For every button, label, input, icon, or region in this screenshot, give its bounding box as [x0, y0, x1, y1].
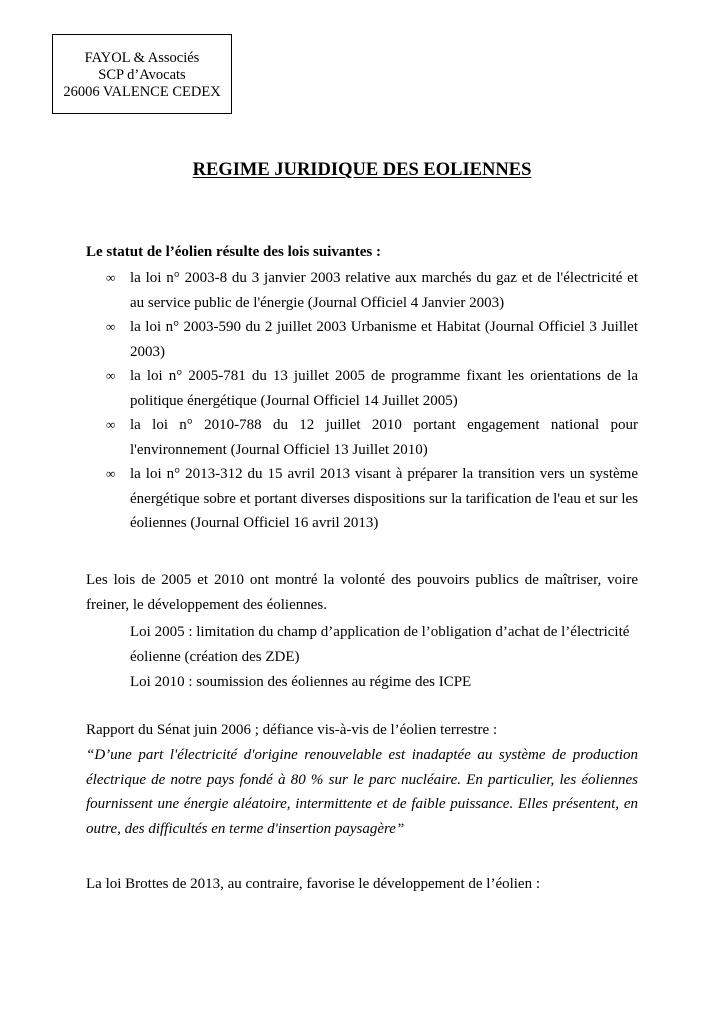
law-item — [86, 364, 638, 413]
law-text: la loi n° 2005-781 du 13 juillet 2005 de programme fixant les orientations de la politique énergétique (Journal Officiel 14 Juillet 2005) — [130, 368, 638, 409]
law-item — [86, 462, 638, 536]
law-text: la loi n° 2003-590 du 2 juillet 2003 Urbanisme et Habitat (Journal Officiel 3 Juillet 2003) — [130, 319, 638, 360]
firm-address: 26006 VALENCE CEDEX — [63, 84, 221, 100]
law-item — [86, 413, 638, 462]
infinity-bullet-icon: ∞ — [106, 270, 116, 285]
law-text: la loi n° 2010-788 du 12 juillet 2010 portant engagement national pour l'environnement (Journal Officiel 13 Juillet 2010) — [130, 417, 638, 458]
paragraph-lois-2005-2010: Les lois de 2005 et 2010 ont montré la volonté des pouvoirs publics de maîtriser, voire freiner, le développement des éoliennes. — [86, 572, 638, 613]
senate-report-quote: “D’une part l'électricité d'origine renouvelable est inadaptée au système de production électrique de notre pays fondé à 80 % sur le parc nucléaire. En particulier, les éoliennes fournissent une énergie aléatoire, intermittente et de faible puissance. Elles présentent, en outre, des difficultés en terme d'insertion paysagère” — [86, 747, 638, 837]
document-title: REGIME JURIDIQUE DES EOLIENNES — [192, 160, 532, 180]
laws-intro: Le statut de l’éolien résulte des lois suivantes : — [86, 244, 381, 260]
infinity-bullet-icon: ∞ — [106, 368, 116, 383]
law-item — [86, 266, 638, 315]
infinity-bullet-icon: ∞ — [106, 466, 116, 481]
law-text: la loi n° 2013-312 du 15 avril 2013 visant à préparer la transition vers un système énergétique sobre et portant diverses dispositions sur la tarification de l'eau et sur les éoliennes (Journal Officiel 16 avril 2013) — [130, 466, 638, 531]
loi-2010-note: Loi 2010 : soumission des éoliennes au régime des ICPE — [130, 674, 472, 690]
senate-report-heading: Rapport du Sénat juin 2006 ; défiance vis-à-vis de l’éolien terrestre : — [86, 722, 498, 738]
firm-type: SCP d’Avocats — [98, 67, 186, 83]
infinity-bullet-icon: ∞ — [106, 417, 116, 432]
letterhead-box — [52, 34, 232, 114]
firm-name: FAYOL & Associés — [84, 50, 200, 66]
law-text: la loi n° 2003-8 du 3 janvier 2003 relative aux marchés du gaz et de l'électricité et au service public de l'énergie (Journal Officiel 4 Janvier 2003) — [130, 270, 638, 311]
laws-list — [86, 266, 638, 536]
loi-brottes-paragraph: La loi Brottes de 2013, au contraire, favorise le développement de l’éolien : — [86, 876, 541, 892]
law-item — [86, 315, 638, 364]
loi-2005-note: Loi 2005 : limitation du champ d’application de l’obligation d’achat de l’électricité éolienne (création des ZDE) — [130, 624, 630, 665]
infinity-bullet-icon: ∞ — [106, 319, 116, 334]
